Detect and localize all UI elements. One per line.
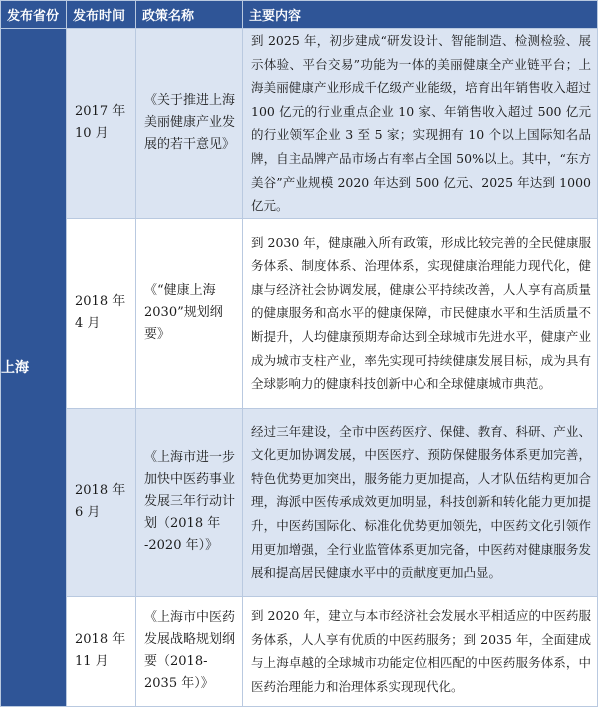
date-cell: 2018 年 6 月 [67, 408, 136, 596]
content-cell: 到 2020 年，建立与本市经济社会发展水平相适应的中医药服务体系，人人享有优质的中医药服务；到 2035 年，全面建成与上海卓越的全球城市功能定位相匹配的中医药服务体系，中医药治理能力和治理体系实现现代化。 [243, 596, 598, 706]
table-row [1, 29, 598, 219]
header-date: 发布时间 [67, 1, 136, 29]
date-cell: 2018 年11 月 [67, 596, 136, 706]
header-province: 发布省份 [1, 1, 67, 29]
table-row [1, 596, 598, 706]
policy-cell: 《上海市中医药发展战略规划纲要（2018-2035 年）》 [136, 596, 243, 706]
content-cell: 到 2025 年，初步建成“研发设计、智能制造、检测检验、展示体验、平台交易”功能为一体的美丽健康全产业链平台；上海美丽健康产业形成千亿级产业能级，培育出年销售收入超过 100 亿元的行业重点企业 10 家、年销售收入超过 500 亿元的行业领军企业 3 至 5 家；实现拥有 10 个以上国际知名品牌，自主品牌产品市场占有率占全国 50%以上。其中，“东方美谷”产业规模 2020 年达到 500 亿元、2025 年达到 1000 亿元。 [243, 29, 598, 219]
header-row [1, 1, 598, 29]
policy-cell: 《“健康上海 2030”规划纲要》 [136, 218, 243, 408]
table-row [1, 408, 598, 596]
table-row [1, 218, 598, 408]
content-cell: 经过三年建设，全市中医药医疗、保健、教育、科研、产业、文化更加协调发展，中医医疗、预防保健服务体系更加完善，特色优势更加突出，服务能力更加提高，人才队伍结构更加合理，海派中医传承成效更加明显，科技创新和转化能力更加提升，中医药国际化、标准化优势更加领先，中医药文化引领作用更加增强，全行业监管体系更加完备，中医药对健康服务发展和提高居民健康水平中的贡献度更加凸显。 [243, 408, 598, 596]
header-policy: 政策名称 [136, 1, 243, 29]
content-cell: 到 2030 年，健康融入所有政策，形成比较完善的全民健康服务体系、制度体系、治理体系，实现健康治理能力现代化，健康与经济社会协调发展，健康公平持续改善，人人享有高质量的健康服务和高水平的健康保障，市民健康水平和生活质量不断提升，人均健康预期寿命达到全球城市先进水平，健康产业成为城市支柱产业，率先实现可持续健康发展目标，成为具有全球影响力的健康科技创新中心和全球健康城市典范。 [243, 218, 598, 408]
policy-cell: 《关于推进上海美丽健康产业发展的若干意见》 [136, 29, 243, 219]
header-content: 主要内容 [243, 1, 598, 29]
province-cell: 上海 [1, 29, 67, 707]
policy-cell: 《上海市进一步加快中医药事业发展三年行动计划（2018 年 -2020 年）》 [136, 408, 243, 596]
date-cell: 2017 年 10 月 [67, 29, 136, 219]
date-cell: 2018 年 4 月 [67, 218, 136, 408]
